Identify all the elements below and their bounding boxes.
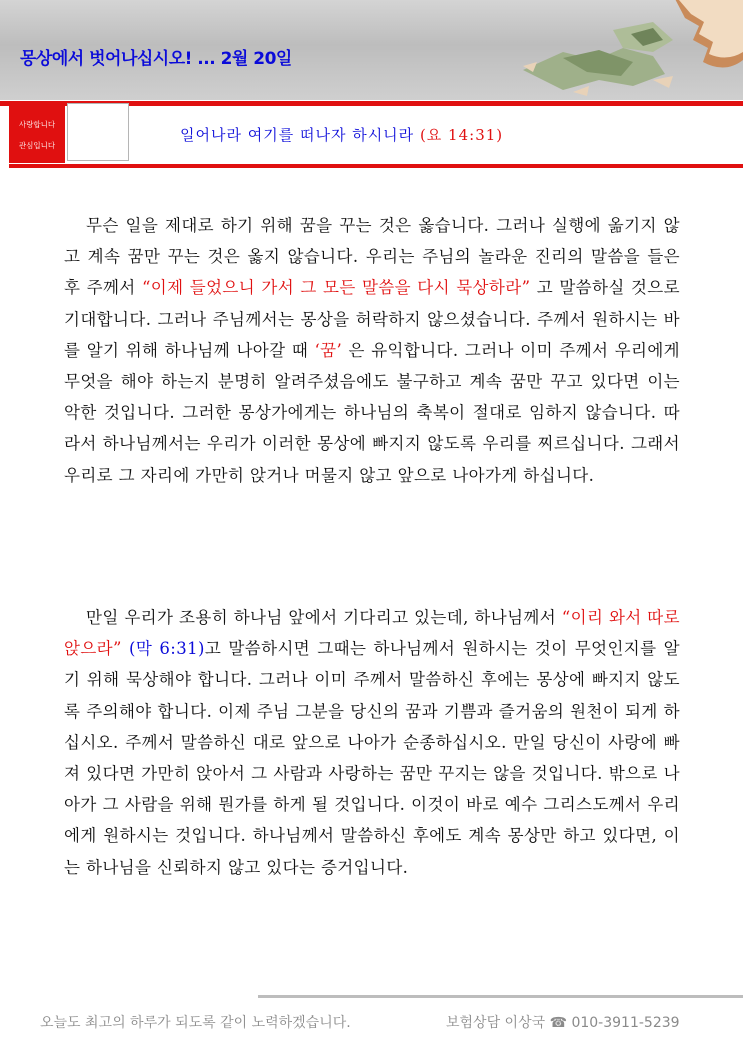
paragraph-1 — [64, 210, 680, 491]
verse — [180, 124, 503, 145]
footer-motto: 오늘도 최고의 하루가 되도록 같이 노력하겠습니다. — [40, 1015, 351, 1031]
divider-red-bar — [9, 164, 743, 168]
paragraph-2-ref: (막 6:31) — [121, 639, 205, 659]
header-banner — [0, 0, 743, 100]
paragraph-2-quote: “이리 와서 따로 앉으라” — [64, 608, 680, 659]
paragraph-1-quote1: “이제 들었으니 가서 그 모든 말씀을 다시 묵상하라” — [141, 278, 531, 298]
verse-text: 일어나라 여기를 떠나자 하시니라 — [180, 126, 420, 144]
eggshell-money-illustration — [503, 0, 743, 100]
paragraph-2-part1: 만일 우리가 조용히 하나님 앞에서 기다리고 있는데, 하나님께서 — [86, 608, 562, 627]
paragraph-1-part3: 은 유익합니다. 그러나 이미 주께서 우리에게 무엇을 해야 하는지 분명히 알려주셨음에도 불구하고 계속 꿈만 꾸고 있다면 이는 악한 것입니다. 그러한 몽상가에게는 하나님의 축복이 절대로 임하지 않습니다. 따라서 하나님께서는 우리가 이러한 몽상에 빠지지 않도록 우리를 찌르십니다. 그래서 우리로 그 자리에 가만히 앉거나 머물지 않고 앞으로 나아가게 하십니다. — [64, 340, 680, 485]
paragraph-1-part1: 무슨 일을 제대로 하기 위해 꿈을 꾸는 것은 옳습니다. 그러나 실행에 옮기지 않고 계속 꿈만 꾸는 것은 옳지 않습니다. 우리는 주님의 놀라운 진리의 말씀을 들은 후 주께서 — [64, 216, 680, 298]
paragraph-2-part2: 고 말씀하시면 그때는 하나님께서 원하시는 것이 무엇인지를 알기 위해 묵상해야 합니다. 그러나 이미 주께서 말씀하신 후에는 몽상에 빠지지 않도록 주의해야 합니다. 이제 주님 그분을 당신의 꿈과 기쁨과 즐거움의 원천이 되게 하십시오. 주께서 말씀하신 대로 앞으로 나아가 순종하십시오. 만일 당신이 사랑에 빠져 있다면 가만히 앉아서 그 사람과 사랑하는 꿈만 꾸지는 않을 것입니다. 밖으로 나아가 그 사람을 위해 뭔가를 하게 될 것입니다. 이것이 바로 예수 그리스도께서 우리에게 원하시는 것입니다. 하나님께서 말씀하신 후에도 계속 몽상만 하고 있다면, 이는 하나님을 신뢰하지 않고 있다는 증거입니다. — [64, 639, 681, 877]
paragraph-2 — [64, 602, 680, 883]
verse-reference: (요 14:31) — [419, 126, 504, 144]
side-label-line1: 사랑합니다 — [18, 120, 56, 129]
page-title: 몽상에서 벗어나십시오! ... 2월 20일 — [20, 49, 292, 69]
footer-divider — [258, 995, 743, 998]
paragraph-1-part2: 고 말씀하실 것으로 기대합니다. 그러나 주님께서는 몽상을 허락하지 않으셨습니다. 주께서 원하시는 바를 알기 위해 하나님께 나아갈 때 — [64, 278, 680, 360]
side-label-line2: 관심입니다 — [18, 141, 56, 150]
side-label-box — [9, 104, 65, 163]
footer-contact: 보험상담 이상국 ☎ 010-3911-5239 — [446, 1015, 680, 1031]
photo-placeholder — [67, 103, 129, 161]
paragraph-1-quote2: ‘꿈’ — [314, 340, 343, 360]
